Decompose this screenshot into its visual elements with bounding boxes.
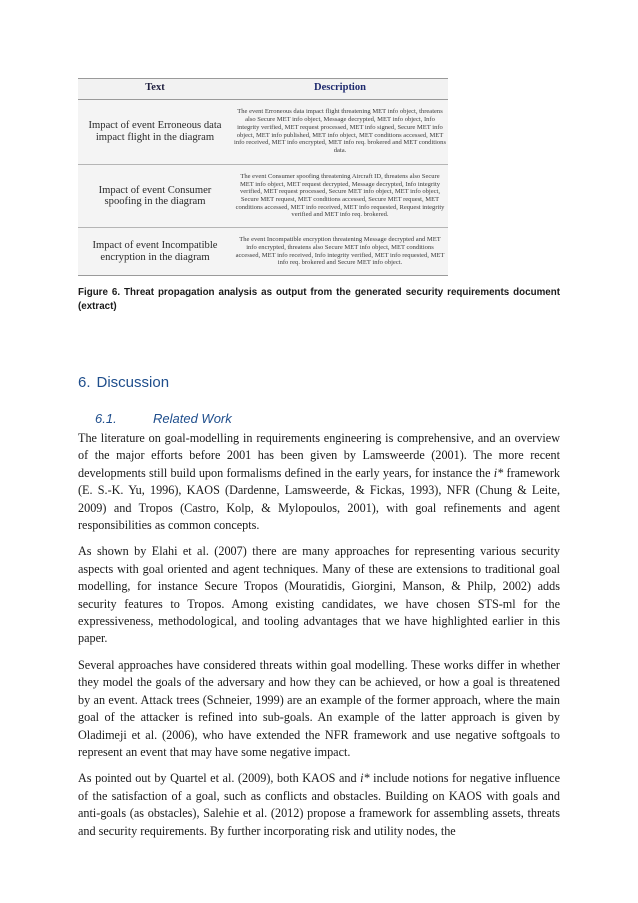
paragraph-text: The literature on goal-modelling in requirements engineering is comprehensive, and an overview of the major efforts before 2001 has been given by Lamsweerde (2001). The more recent developments still build upon formalisms defined in the early years, for instance the [78,431,560,480]
paragraph [78,770,560,840]
row-description-cell: The event Incompatible encryption threatening Message decrypted and MET info encrypted, threatens also Secure MET info object, MET conditions accessed, MET info received, Info integrity verified, MET info requested, MET info req. brokered and Secure MET info object. [235,236,445,267]
table-row [78,228,448,276]
paragraph-italic: i* [493,465,504,480]
paragraph-italic: i* [360,771,370,786]
table-row [78,165,448,228]
paragraph [78,430,560,534]
row-description-cell: The event Erroneous data impact flight threatening MET info object, threatens also Secure MET info object, Message decrypted, MET info object, Info integrity verified, MET request processed, MET info signed, Secure MET info object, MET info published, MET info object, MET conditions accessed, MET info received, MET info encrypted, MET info req. brokered and MET conditions data. [234,108,446,154]
paragraph: As shown by Elahi et al. (2007) there are many approaches for representing various security aspects with goal oriented and agent techniques. Many of these are extensions to traditional goal modelling, for instance Secure Tropos (Mouratidis, Giorgini, Manson, & Philp, 2002) adds security features to Tropos. Among existing candidates, we have chosen STS-ml for the expressiveness, methodological, and tooling advantages that we have highlighted earlier in this paper. [78,544,560,646]
body-text [78,430,560,849]
paragraph-text: As pointed out by Quartel et al. (2009), both KAOS and [78,771,361,786]
figure-threat-table [78,78,448,275]
row-description-cell: The event Consumer spoofing threatening Aircraft ID, threatens also Secure MET info object, MET request decrypted, Message decrypted, Info integrity verified, MET request processed, Secure MET info object, MET info object, Secure MET request, MET conditions accessed, Secure MET request, MET conditions accessed, MET info received, MET info requested, Request integrity verified and MET info req. brokered. [235,172,445,219]
row-text-cell: Impact of event Consumer spoofing in the diagram [98,184,212,207]
subsection-number: 6.1. [95,411,117,426]
column-header-text: Text [145,82,165,93]
table-row [78,99,448,165]
column-header-description: Description [314,82,366,93]
section-title: Discussion [96,374,170,391]
section-number: 6. [78,374,91,391]
row-text-cell: Impact of event Incompatible encryption in the diagram [92,240,218,263]
paragraph: Several approaches have considered threats within goal modelling. These works differ in whether they model the goals of the adversary and how they can be achieved, or how a goal is threatened by an event. Attack trees (Schneier, 1999) are an example of the former approach, where the main goal of the attacker is refined into sub-goals. An example of the latter approach is given by Oladimeji et al. (2006), who have extended the NFR framework and use negative softgoals to represent an event that may have some negative impact. [78,657,560,759]
subsection-title: Related Work [153,411,232,426]
paragraph-text: include notions for negative influence of the satisfaction of a goal, such as conflicts and obstacles. Building on KAOS with goals and anti-goals (as obstacles), Salehie et al. (2012) propose a framework for assembling assets, threats and security requirements. By further incorporating risk and utility nodes, the [78,771,560,838]
table-header [78,78,448,100]
section-heading [78,374,169,391]
subsection-heading [95,411,232,426]
paragraph-text: framework (E. S.-K. Yu, 1996), KAOS (Dardenne, Lamsweerde, & Fickas, 1993), NFR (Chung & Leite, 2009) and Tropos (Castro, Kolp, & Mylopoulos, 2001), with goal refinements and agent responsibilities as common concepts. [78,465,560,533]
figure-caption: Figure 6. Threat propagation analysis as output from the generated security requirements document (extract) [78,287,560,312]
row-text-cell: Impact of event Erroneous data impact flight in the diagram [88,120,222,143]
